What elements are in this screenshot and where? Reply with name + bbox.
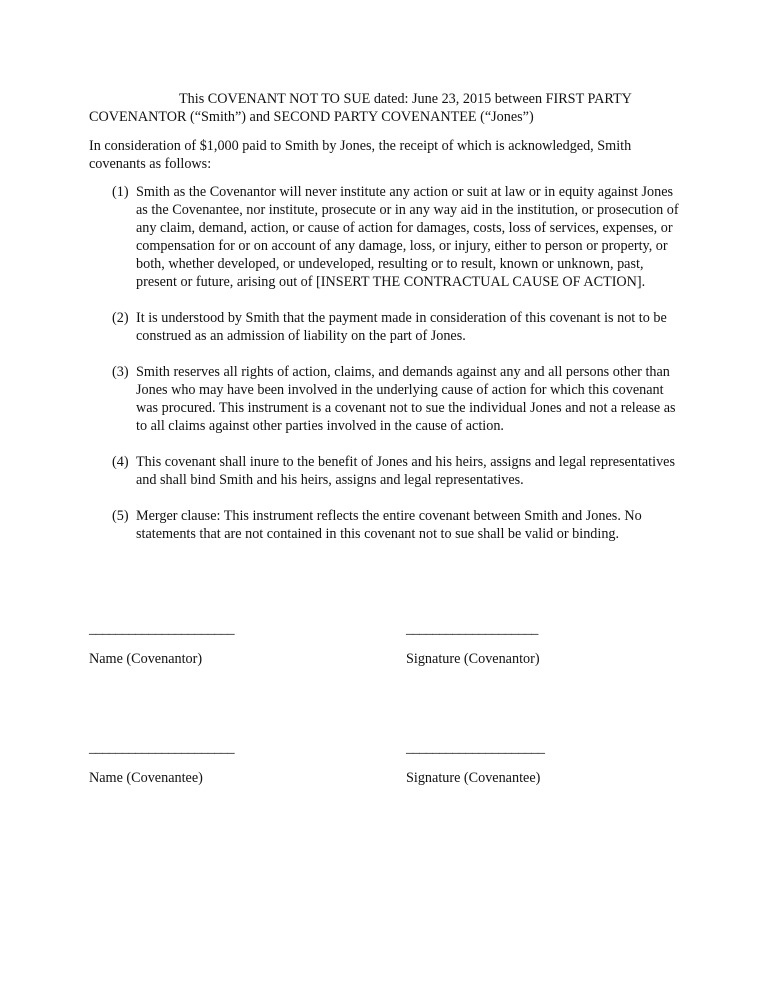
clause-5 xyxy=(112,507,682,543)
covenantee-signature-block xyxy=(406,739,544,787)
clause-text: It is understood by Smith that the payment made in consideration of this covenant is not to be construed as an admission of liability on the part of Jones. xyxy=(136,310,667,344)
clause-number: (1) xyxy=(112,184,129,200)
covenantor-name-line[interactable]: ______________________ xyxy=(89,621,235,637)
clause-text: Merger clause: This instrument reflects the entire covenant between Smith and Jones. No statements that are not contained in this covenant not to sue shall be valid or binding. xyxy=(136,508,642,542)
intro-paragraph: This COVENANT NOT TO SUE dated: June 23, 2015 between FIRST PARTY COVENANTOR (“Smith”) and SECOND PARTY COVENANTEE (“Jones”) xyxy=(89,91,632,125)
clause-text: This covenant shall inure to the benefit of Jones and his heirs, assigns and legal representatives and shall bind Smith and his heirs, assigns and legal representatives. xyxy=(136,454,675,488)
clause-number: (4) xyxy=(112,454,129,470)
clause-number: (5) xyxy=(112,508,129,524)
clause-3 xyxy=(112,363,682,435)
clause-2 xyxy=(112,309,682,345)
consideration-paragraph: In consideration of $1,000 paid to Smith by Jones, the receipt of which is acknowledged, Smith covenants as follows: xyxy=(89,138,632,172)
clause-text: Smith as the Covenantor will never institute any action or suit at law or in equity against Jones as the Covenantee, nor institute, prosecute or in any way aid in the institution, or prosecution of any claim, demand, action, or cause of action for damages, costs, loss of services, expenses, or compensation for or on account of any damage, loss, or injury, either to person or property, or both, whether developed, or undeveloped, resulting or to result, known or unknown, past, present or future, arising out of [INSERT THE CONTRACTUAL CAUSE OF ACTION]. xyxy=(136,184,679,290)
covenantor-signature-block xyxy=(406,620,540,668)
covenantee-signature-line[interactable]: _____________________ xyxy=(406,740,545,756)
clause-1 xyxy=(112,183,682,291)
covenantee-name-label: Name (Covenantee) xyxy=(89,770,203,786)
covenantee-name-line[interactable]: ______________________ xyxy=(89,740,235,756)
covenantor-name-label: Name (Covenantor) xyxy=(89,651,203,667)
covenantor-signature-label: Signature (Covenantor) xyxy=(406,651,540,667)
clause-text: Smith reserves all rights of action, claims, and demands against any and all persons other than Jones who may have been involved in the underlying cause of action for which this covenant was procured. This instrument is a covenant not to sue the individual Jones and not a release as to all claims against other parties involved in the cause of action. xyxy=(136,364,676,434)
covenantor-signature-line[interactable]: ____________________ xyxy=(406,621,538,637)
covenantee-name-block xyxy=(89,739,234,787)
clause-4 xyxy=(112,453,682,489)
covenantee-signature-label: Signature (Covenantee) xyxy=(406,770,541,786)
covenantor-name-block xyxy=(89,620,234,668)
clause-list xyxy=(112,183,682,561)
clause-number: (3) xyxy=(112,364,129,380)
clause-number: (2) xyxy=(112,310,129,326)
